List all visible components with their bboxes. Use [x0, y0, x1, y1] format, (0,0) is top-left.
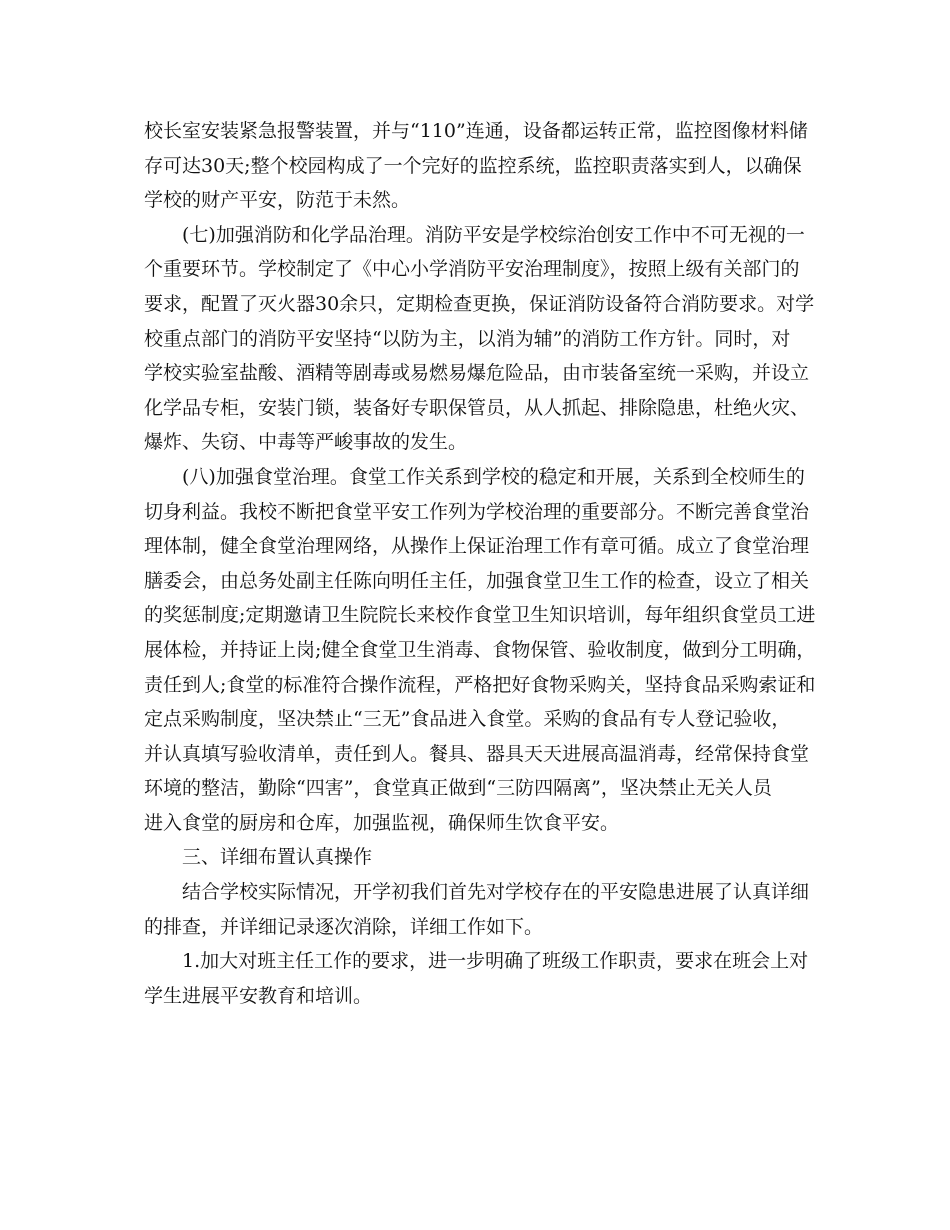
text-line: 学校实验室盐酸、酒精等剧毒或易燃易爆危险品，由市装备室统一采购，并设立 — [144, 362, 810, 385]
text-line: 学校的财产平安，防范于未然。 — [144, 189, 411, 212]
text-line: 存可达30天;整个校园构成了一个完好的监控系统，监控职责落实到人，以确保 — [144, 154, 802, 177]
text-line: 环境的整洁，勤除“四害”，食堂真正做到“三防四隔离”，坚决禁止无关人员 — [144, 777, 772, 800]
text-line: 校重点部门的消防平安坚持“以防为主，以消为辅”的消防工作方针。同时，对 — [144, 327, 791, 350]
document-page — [144, 114, 824, 1013]
text-line: 三、详细布置认真操作 — [182, 846, 373, 869]
text-line: 爆炸、失窃、中毒等严峻事故的发生。 — [144, 431, 468, 454]
text-line: 的排查，并详细记录逐次消除，详细工作如下。 — [144, 915, 544, 938]
text-line: 责任到人;食堂的标准符合操作流程，严格把好食物采购关，坚持食品采购索证和 — [144, 673, 816, 696]
text-line: 理体制，健全食堂治理网络，从操作上保证治理工作有章可循。成立了食堂治理 — [144, 535, 810, 558]
text-line: 校长室安装紧急报警装置，并与“110”连通，设备都运转正常，监控图像材料储 — [144, 120, 808, 142]
text-line: (八)加强食堂治理。食堂工作关系到学校的稳定和开展，关系到全校师生的 — [182, 465, 805, 488]
text-line: 个重要环节。学校制定了《中心小学消防平安治理制度》，按照上级有关部门的 — [144, 258, 800, 281]
text-line: 化学品专柜，安装门锁，装备好专职保管员，从人抓起、排除隐患，杜绝火灾、 — [144, 396, 810, 419]
text-line: 定点采购制度，坚决禁止“三无”食品进入食堂。采购的食品有专人登记验收， — [144, 708, 791, 731]
text-line: 膳委会，由总务处副主任陈向明任主任，加强食堂卫生工作的检查，设立了相关 — [144, 569, 810, 592]
text-line: 学生进展平安教育和培训。 — [144, 984, 373, 1007]
text-line: (七)加强消防和化学品治理。消防平安是学校综治创安工作中不可无视的一 — [182, 223, 805, 246]
text-line: 并认真填写验收清单，责任到人。餐具、器具天天进展高温消毒，经常保持食堂 — [144, 742, 810, 765]
text-line: 展体检，并持证上岗;健全食堂卫生消毒、食物保管、验收制度，做到分工明确， — [144, 638, 816, 661]
text-line: 1.加大对班主任工作的要求，进一步明确了班级工作职责，要求在班会上对 — [182, 950, 809, 973]
text-line: 进入食堂的厨房和仓库，加强监视，确保师生饮食平安。 — [144, 811, 620, 834]
text-line: 切身利益。我校不断把食堂平安工作列为学校治理的重要部分。不断完善食堂治 — [144, 500, 810, 523]
text-line: 结合学校实际情况，开学初我们首先对学校存在的平安隐患进展了认真详细 — [182, 881, 810, 904]
document-body — [144, 114, 824, 1013]
text-line: 要求，配置了灭火器30余只，定期检查更换，保证消防设备符合消防要求。对学 — [144, 292, 815, 315]
text-line: 的奖惩制度;定期邀请卫生院院长来校作食堂卫生知识培训，每年组织食堂员工进 — [144, 604, 816, 627]
